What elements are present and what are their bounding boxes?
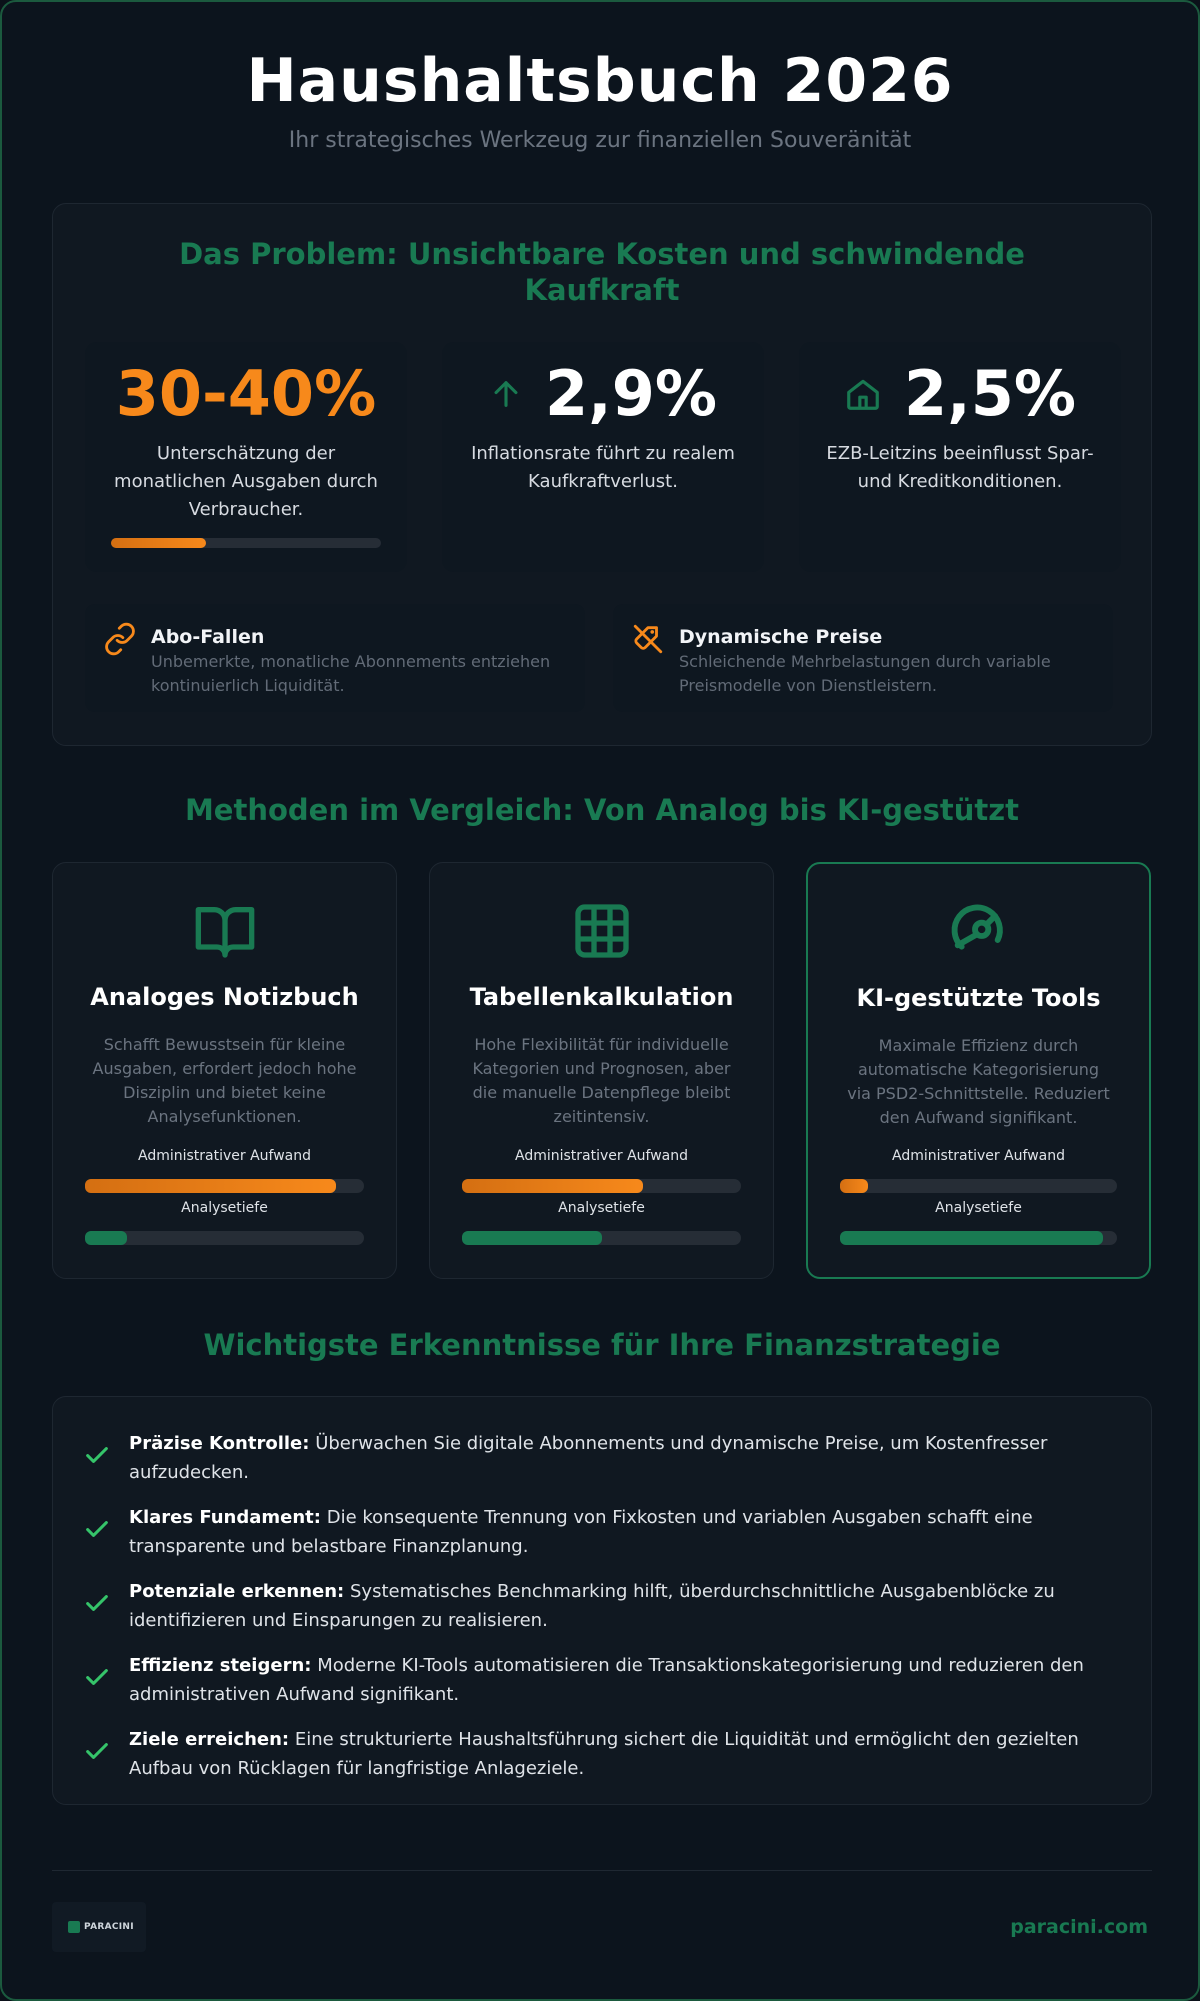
check-icon	[83, 1589, 111, 1617]
insight-body: Moderne KI-Tools automatisieren die Transaktionskategorisierung und reduzieren den administrativen Aufwand signifikant.	[129, 1655, 1084, 1705]
check-icon	[83, 1663, 111, 1691]
insight-item	[83, 1577, 1111, 1635]
stat-progress-fill	[111, 538, 206, 548]
depth-fill	[85, 1231, 127, 1245]
check-icon	[83, 1441, 111, 1469]
stat-description: Unterschätzung der monatlichen Ausgaben durch Verbraucher.	[114, 443, 378, 520]
insight-item	[83, 1651, 1111, 1709]
depth-fill	[840, 1231, 1103, 1245]
grid-icon	[570, 899, 634, 963]
stat-value-text: 2,5%	[904, 357, 1076, 430]
method-description: Hohe Flexibilität für individuelle Kategorien und Prognosen, aber die manuelle Datenpflege bleibt zeitintensiv.	[472, 1035, 731, 1126]
depth-label: Analysetiefe	[181, 1200, 268, 1216]
effort-label: Administrativer Aufwand	[891, 1148, 1066, 1164]
insight-body: Überwachen Sie digitale Abonnements und dynamische Preise, um Kostenfresser aufzudecken.	[129, 1433, 1048, 1483]
stat-card-inflation	[442, 342, 764, 572]
insight-label: Klares Fundament:	[129, 1507, 321, 1528]
footer-site-link[interactable]: paracini.com	[1010, 1916, 1148, 1938]
risk-card-dynamic-prices	[613, 604, 1113, 712]
insight-label: Potenziale erkennen:	[129, 1581, 345, 1602]
stat-value	[799, 356, 1121, 432]
effort-fill	[840, 1179, 868, 1193]
stat-description: EZB-Leitzins beeinflusst Spar- und Kreditkonditionen.	[826, 443, 1094, 492]
price-tag-icon	[631, 622, 665, 656]
effort-label: Administrativer Aufwand	[137, 1148, 312, 1164]
effort-track	[85, 1179, 364, 1193]
book-icon	[193, 899, 257, 963]
insight-text	[129, 1725, 1111, 1783]
method-description: Schafft Bewusstsein für kleine Ausgaben, erfordert jedoch hohe Disziplin und bietet keine Analysefunktionen.	[92, 1035, 357, 1126]
stat-card-underestimation	[85, 342, 407, 572]
insight-text	[129, 1429, 1111, 1487]
problem-title: Das Problem: Unsichtbare Kosten und schwindende Kaufkraft	[179, 237, 1025, 307]
method-title: Analoges Notizbuch	[90, 983, 359, 1011]
stat-progress-track	[111, 538, 381, 548]
insight-text	[129, 1503, 1111, 1561]
logo-mark-icon	[68, 1921, 80, 1933]
stat-value	[85, 356, 407, 432]
method-card-spreadsheet	[429, 862, 774, 1279]
methods-title: Methoden im Vergleich: Von Analog bis KI-gestützt	[184, 793, 1020, 827]
footer-logo[interactable]	[52, 1902, 146, 1952]
insight-text	[129, 1651, 1111, 1709]
risk-title: Abo-Fallen	[151, 626, 265, 648]
depth-track	[85, 1231, 364, 1245]
arrow-up-icon	[489, 377, 523, 411]
insight-label: Präzise Kontrolle:	[129, 1433, 310, 1454]
check-icon	[83, 1737, 111, 1765]
insight-body: Systematisches Benchmarking hilft, überdurchschnittliche Ausgabenblöcke zu identifizieren und Einsparungen zu realisieren.	[129, 1581, 1055, 1631]
insights-title: Wichtigste Erkenntnisse für Ihre Finanzstrategie	[203, 1328, 1001, 1362]
insight-item	[83, 1503, 1111, 1561]
problem-panel	[52, 203, 1152, 746]
logo-text: PARACINI	[84, 1922, 134, 1932]
depth-track	[462, 1231, 741, 1245]
depth-label: Analysetiefe	[558, 1200, 645, 1216]
effort-fill	[462, 1179, 643, 1193]
method-card-ai-tools	[806, 862, 1151, 1279]
insight-body: Eine strukturierte Haushaltsführung sichert die Liquidität und ermöglicht den gezielten Aufbau von Rücklagen für langfristige Anlageziele.	[129, 1729, 1079, 1779]
method-title: KI-gestützte Tools	[856, 984, 1101, 1012]
risk-description: Unbemerkte, monatliche Abonnements entziehen kontinuierlich Liquidität.	[151, 652, 551, 695]
page-subtitle: Ihr strategisches Werkzeug zur finanziellen Souveränität	[288, 128, 912, 153]
risk-description: Schleichende Mehrbelastungen durch variable Preismodelle von Dienstleistern.	[679, 652, 1051, 695]
header	[2, 2, 1198, 153]
depth-label: Analysetiefe	[935, 1200, 1022, 1216]
effort-fill	[85, 1179, 336, 1193]
stat-value-text: 30-40%	[115, 357, 377, 430]
effort-track	[462, 1179, 741, 1193]
insights-panel	[52, 1396, 1152, 1805]
footer-divider	[52, 1870, 1152, 1871]
check-icon	[83, 1515, 111, 1543]
insight-label: Effizienz steigern:	[129, 1655, 312, 1676]
method-title: Tabellenkalkulation	[469, 983, 734, 1011]
insight-body: Die konsequente Trennung von Fixkosten und variablen Ausgaben schafft eine transparente und belastbare Finanzplanung.	[129, 1507, 1033, 1557]
depth-track	[840, 1231, 1117, 1245]
insight-text	[129, 1577, 1111, 1635]
link-icon	[103, 622, 137, 656]
stat-description: Inflationsrate führt zu realem Kaufkraftverlust.	[471, 443, 735, 492]
house-icon	[844, 375, 882, 413]
effort-track	[840, 1179, 1117, 1193]
stat-value	[442, 356, 764, 432]
risk-title: Dynamische Preise	[679, 626, 883, 648]
risk-card-subscriptions	[85, 604, 585, 712]
insight-item	[83, 1725, 1111, 1783]
gauge-icon	[947, 900, 1011, 964]
stat-value-text: 2,9%	[545, 357, 717, 430]
page-title: Haushaltsbuch 2026	[246, 46, 954, 116]
effort-label: Administrativer Aufwand	[514, 1148, 689, 1164]
stat-card-ecb-rate	[799, 342, 1121, 572]
insight-item	[83, 1429, 1111, 1487]
insight-label: Ziele erreichen:	[129, 1729, 290, 1750]
depth-fill	[462, 1231, 602, 1245]
method-card-notebook	[52, 862, 397, 1279]
method-description: Maximale Effizienz durch automatische Kategorisierung via PSD2-Schnittstelle. Reduziert den Aufwand signifikant.	[847, 1036, 1110, 1127]
